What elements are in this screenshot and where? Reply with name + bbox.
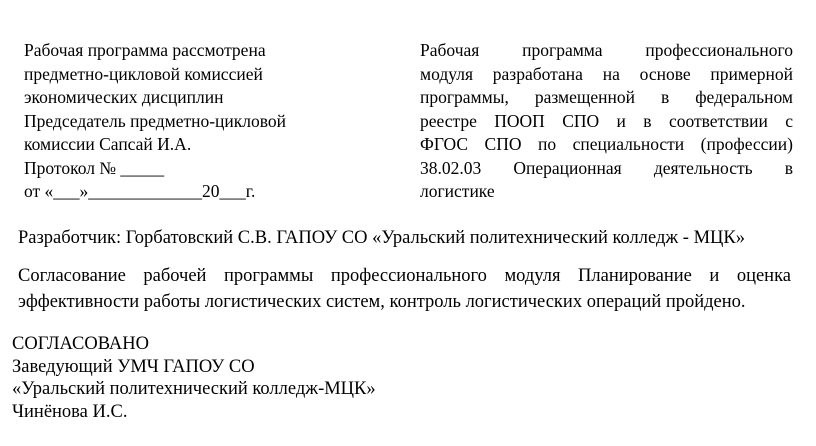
basis-line-1: Рабочая программа профессионального [420, 40, 793, 60]
basis-line-5: ФГОС СПО по специальности (профессии) [420, 134, 793, 154]
approval-block [12, 333, 512, 423]
basis-line-6: 38.02.03 Операционная деятельность в [420, 157, 793, 178]
basis-line-2: модуля разработана на основе примерной [420, 63, 793, 84]
review-line-5: комиссии Сапсай И.А. [24, 134, 192, 154]
basis-line-3: программы, размещенной в федеральном [420, 87, 793, 107]
protocol-date-line: от «___»_____________20___г. [24, 181, 256, 201]
approval-heading: СОГЛАСОВАНО [12, 334, 149, 354]
developer-line: Разработчик: Горбатовский С.В. ГАПОУ СО «Уральский политехнический колледж - МЦК» [18, 228, 745, 248]
basis-line-7: логистике [420, 181, 495, 201]
review-line-3: экономических дисциплин [24, 87, 224, 107]
agreement-line-2: эффективности работы логистических систем, контроль логистических операций пройдено. [18, 292, 746, 312]
review-line-1: Рабочая программа рассмотрена [24, 40, 266, 60]
approver-position: Заведующий УМЧ ГАПОУ СО [12, 356, 255, 377]
approver-organization: «Уральский политехнический колледж-МЦК» [12, 379, 376, 399]
basis-line-4: реестре ПООП СПО и в соответствии с [420, 110, 793, 131]
agreement-paragraph [18, 263, 791, 315]
review-line-4: Председатель предметно-цикловой [24, 110, 287, 131]
agreement-line-1: Согласование рабочей программы профессионального модуля Планирование и оценка [18, 266, 791, 286]
review-block [24, 39, 374, 204]
review-line-2: предметно-цикловой комиссией [24, 63, 263, 84]
approver-name: Чинёнова И.С. [12, 401, 128, 422]
program-basis-block [420, 39, 793, 204]
protocol-line: Протокол № _____ [24, 157, 165, 178]
